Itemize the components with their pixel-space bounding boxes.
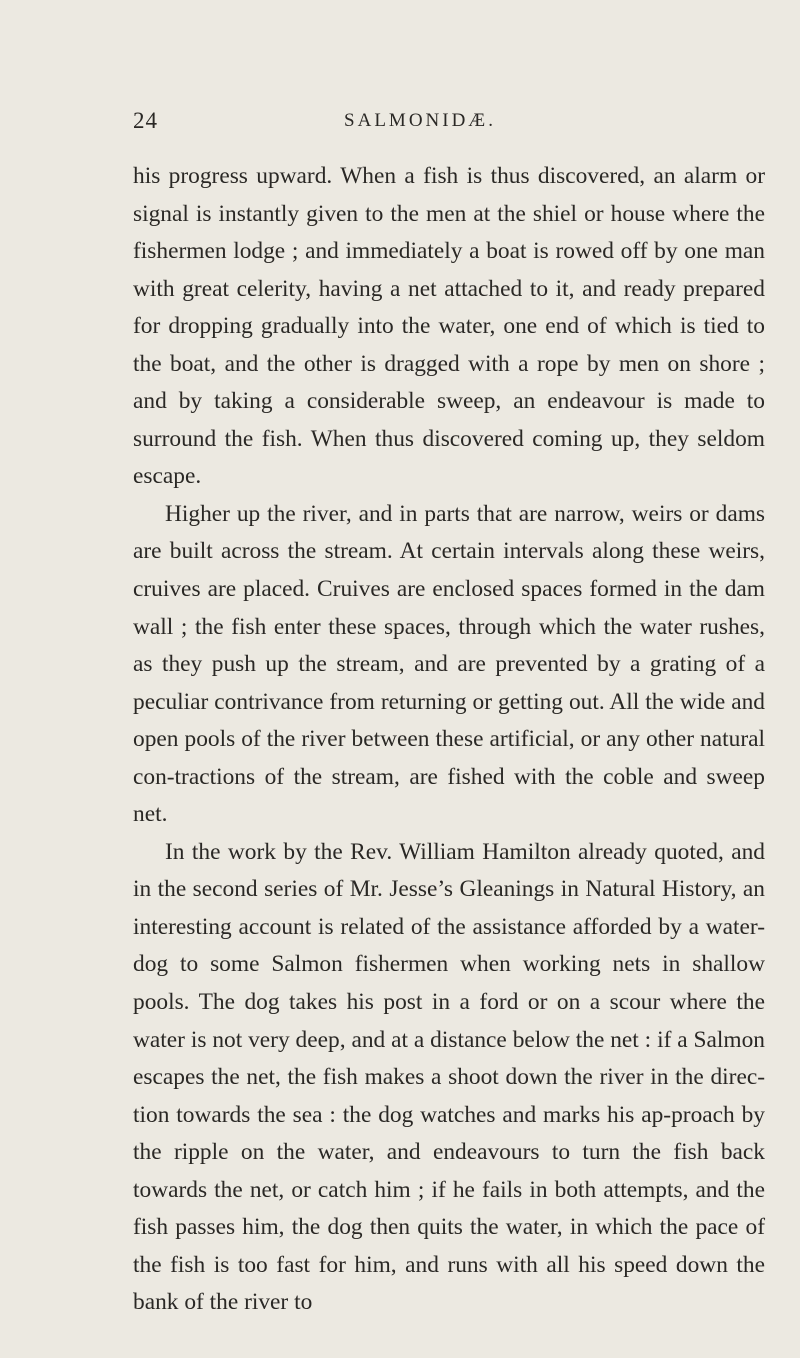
page-header — [0, 108, 800, 138]
page-number: 24 — [133, 108, 158, 133]
paragraph: his progress upward. When a fish is thus discovered, an alarm or signal is instantly given to the men at the shiel or house where the fishermen lodge ; and immediately a boat is rowed off by one man with great celerity, having a net attached to it, and ready prepared for dropping gradually into the water, one end of which is tied to the boat, and the other is dragged with a rope by men on shore ; and by taking a considerable sweep, an endeavour is made to surround the fish. When thus discovered coming up, they seldom escape. — [133, 163, 765, 490]
paragraph: Higher up the river, and in parts that are narrow, weirs or dams are built across the stream. At certain intervals along these weirs, cruives are placed. Cruives are enclosed spaces formed in the dam wall ; the fish enter these spaces, through which the water rushes, as they push up the stream, and are prevented by a grating of a peculiar contrivance from returning or getting out. All the wide and open pools of the river between these artificial, or any other natural con-tractions of the stream, are fished with the coble and sweep net. — [133, 500, 765, 828]
paragraph: In the work by the Rev. William Hamilton already quoted, and in the second series of Mr. Jesse’s Gleanings in Natural History, an interesting account is related of the assistance afforded by a water-dog to some Salmon fishermen when working nets in shallow pools. The dog takes his post in a ford or on a scour where the water is not very deep, and at a distance below the net : if a Salmon escapes the net, the fish makes a shoot down the river in the direc-tion towards the sea : the dog watches and marks his ap-proach by the ripple on the water, and endeavours to turn the fish back towards the net, or catch him ; if he fails in both attempts, and the fish passes him, the dog then quits the water, in which the pace of the fish is too fast for him, and runs with all his speed down the bank of the river to — [133, 838, 765, 1316]
running-title: SALMONIDÆ. — [344, 110, 496, 131]
body-text — [133, 158, 765, 1322]
